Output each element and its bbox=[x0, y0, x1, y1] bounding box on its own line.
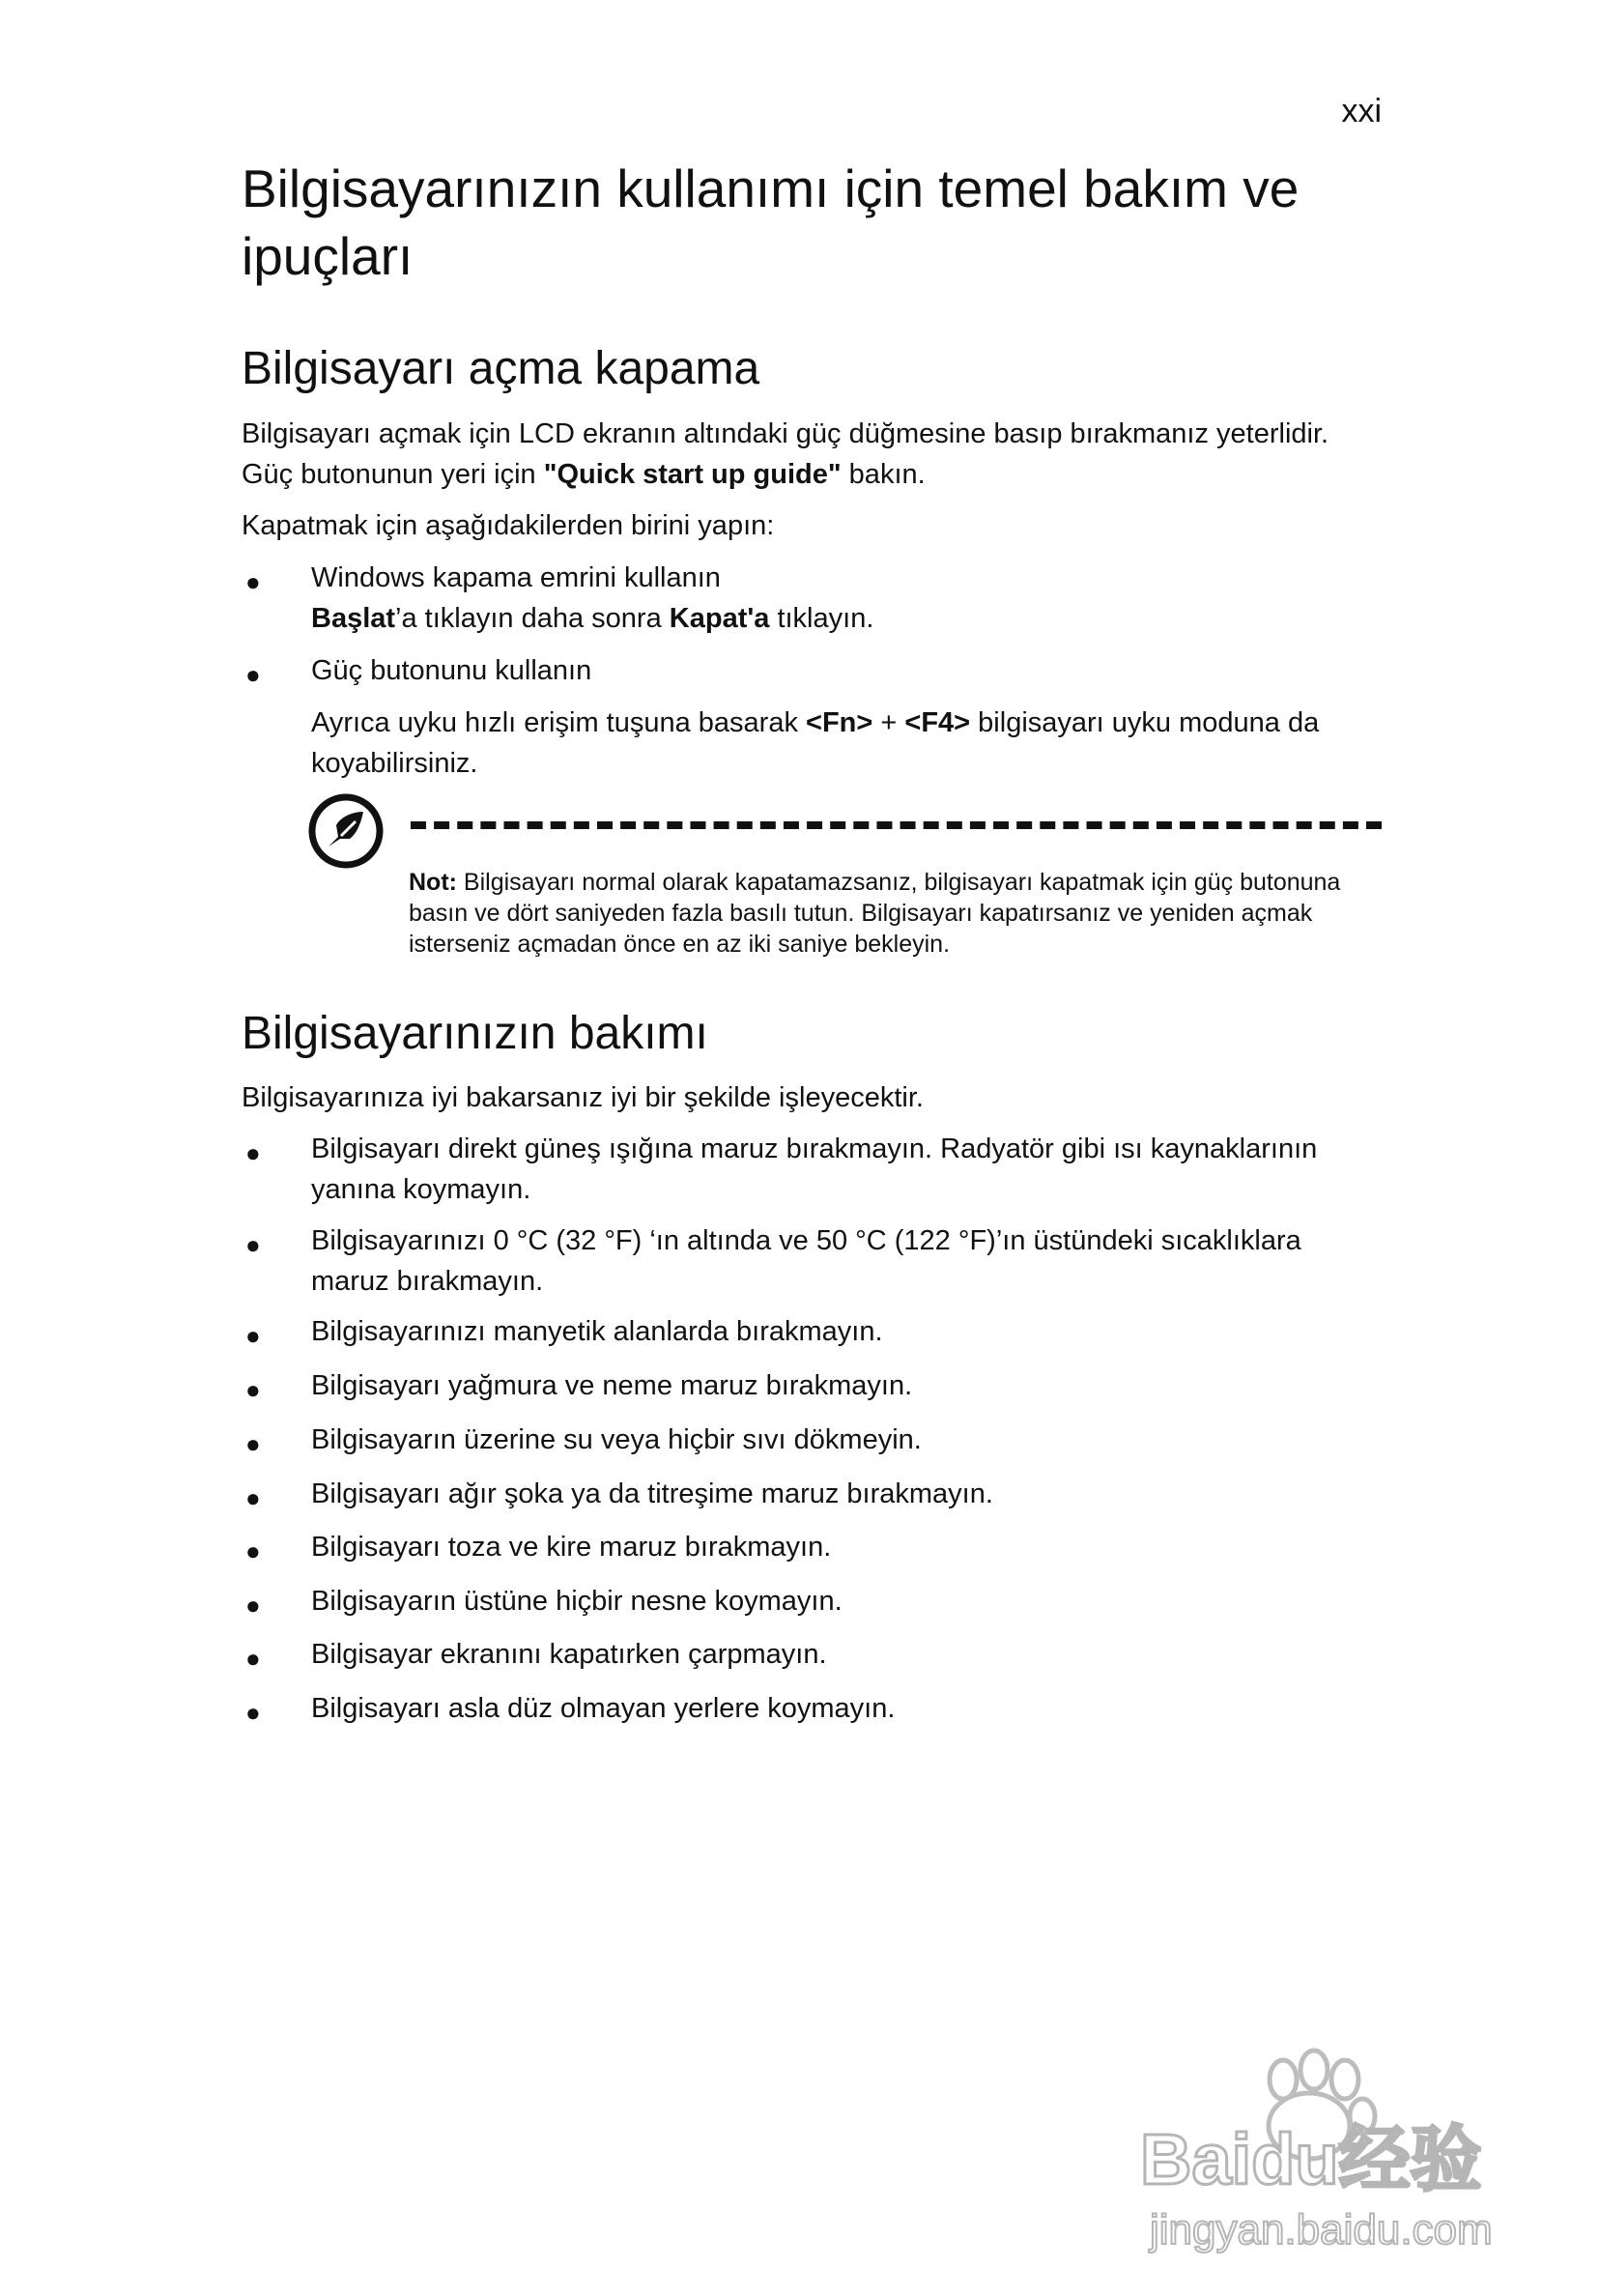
list-item-text: Bilgisayarı ağır şoka ya da titreşime maruz bırakmayın. bbox=[311, 1478, 993, 1509]
section-heading-care: Bilgisayarınızın bakımı bbox=[242, 1008, 708, 1059]
bullet-dot: ● bbox=[245, 1536, 261, 1565]
bullet-dot: ● bbox=[245, 1230, 261, 1259]
power-intro-text: Bilgisayarı açmak için LCD ekranın altındaki güç düğmesine basıp bırakmanız yeterlidir. Güç butonunun yeri için bbox=[242, 418, 1329, 490]
bullet-dot: ● bbox=[245, 1321, 261, 1350]
note-label: Not: bbox=[409, 869, 457, 896]
watermark-brand: Baidu经验 bbox=[1140, 2119, 1482, 2199]
note-divider bbox=[411, 821, 1382, 829]
care-intro: Bilgisayarınıza iyi bakarsanız iyi bir şekilde işleyecektir. bbox=[242, 1082, 924, 1113]
bullet-dot: ● bbox=[245, 660, 261, 689]
sleep-text: Ayrıca uyku hızlı erişim tuşuna basarak bbox=[311, 707, 807, 738]
list-item-text: Bilgisayarı toza ve kire maruz bırakmayın. bbox=[311, 1532, 832, 1563]
bullet-dot: ● bbox=[245, 1644, 261, 1673]
note-text bbox=[409, 867, 1375, 960]
quick-start-guide-ref: "Quick start up guide" bbox=[543, 459, 842, 490]
list-item-text: Bilgisayarınızı 0 °C (32 °F) ‘ın altında ve 50 °C (122 °F)’ın üstündeki sıcaklıklara maruz bırakmayın. bbox=[311, 1225, 1301, 1297]
start-label: Başlat bbox=[311, 603, 396, 634]
power-intro-paragraph bbox=[242, 414, 1382, 495]
list-item-text: Bilgisayar ekranını kapatırken çarpmayın. bbox=[311, 1639, 827, 1670]
shutdown-intro: Kapatmak için aşağıdakilerden birini yapın: bbox=[242, 510, 775, 541]
bullet-dot: ● bbox=[245, 1483, 261, 1512]
bullet-dot: ● bbox=[245, 1698, 261, 1727]
bullet-dot: ● bbox=[245, 1429, 261, 1458]
list-item-text: Bilgisayarı asla düz olmayan yerlere koymayın. bbox=[311, 1693, 896, 1724]
fn-key: <Fn> bbox=[806, 707, 873, 738]
bullet-dot: ● bbox=[245, 1375, 261, 1404]
bullet-power-title: Güç butonunu kullanın bbox=[311, 655, 592, 686]
f4-key: <F4> bbox=[904, 707, 971, 738]
sleep-paragraph bbox=[311, 703, 1384, 784]
bullet-dot: ● bbox=[245, 567, 261, 596]
bullet-windows-desc bbox=[311, 598, 1384, 639]
list-item-text: Bilgisayarın üzerine su veya hiçbir sıvı dökmeyin. bbox=[311, 1424, 922, 1455]
list-item-text: Bilgisayarınızı manyetik alanlarda bırakmayın. bbox=[311, 1316, 883, 1347]
power-intro-end: bakın. bbox=[841, 459, 926, 490]
list-item-text: Bilgisayarı yağmura ve neme maruz bırakmayın. bbox=[311, 1370, 913, 1401]
plus-sign: + bbox=[872, 707, 905, 738]
baidu-watermark bbox=[1121, 2039, 1507, 2261]
sleep-text-end: bilgisayarı uyku moduna da koyabilirsiniz. bbox=[311, 707, 1320, 779]
page-title: Bilgisayarınızın kullanımı için temel bakım ve ipuçları bbox=[242, 158, 1300, 286]
page-number: xxi bbox=[1341, 93, 1382, 129]
note-body: Bilgisayarı normal olarak kapatamazsanız, bilgisayarı kapatmak için güç butonuna basın ve dört saniyeden fazla basılı tutun. Bilgisayarı kapatırsanız ve yeniden açmak isterseniz açmadan önce en az iki saniye bekleyin. bbox=[409, 869, 1341, 958]
bullet-dot: ● bbox=[245, 1591, 261, 1620]
section-heading-power: Bilgisayarı açma kapama bbox=[242, 343, 760, 394]
bullet-windows-title: Windows kapama emrini kullanın bbox=[311, 562, 721, 593]
watermark-url: jingyan.baidu.com bbox=[1150, 2206, 1493, 2253]
bullet-dot: ● bbox=[245, 1138, 261, 1167]
list-item-text: Bilgisayarı direkt güneş ışığına maruz bırakmayın. Radyatör gibi ısı kaynaklarının yanına koymayın. bbox=[311, 1134, 1318, 1205]
list-item-text: Bilgisayarın üstüne hiçbir nesne koymayın. bbox=[311, 1586, 843, 1617]
note-icon bbox=[307, 792, 385, 870]
bullet-windows-desc-text: ’a tıklayın daha sonra bbox=[395, 603, 670, 634]
shutdown-label: Kapat'a bbox=[669, 603, 770, 634]
bullet-windows-desc-end: tıklayın. bbox=[769, 603, 874, 634]
